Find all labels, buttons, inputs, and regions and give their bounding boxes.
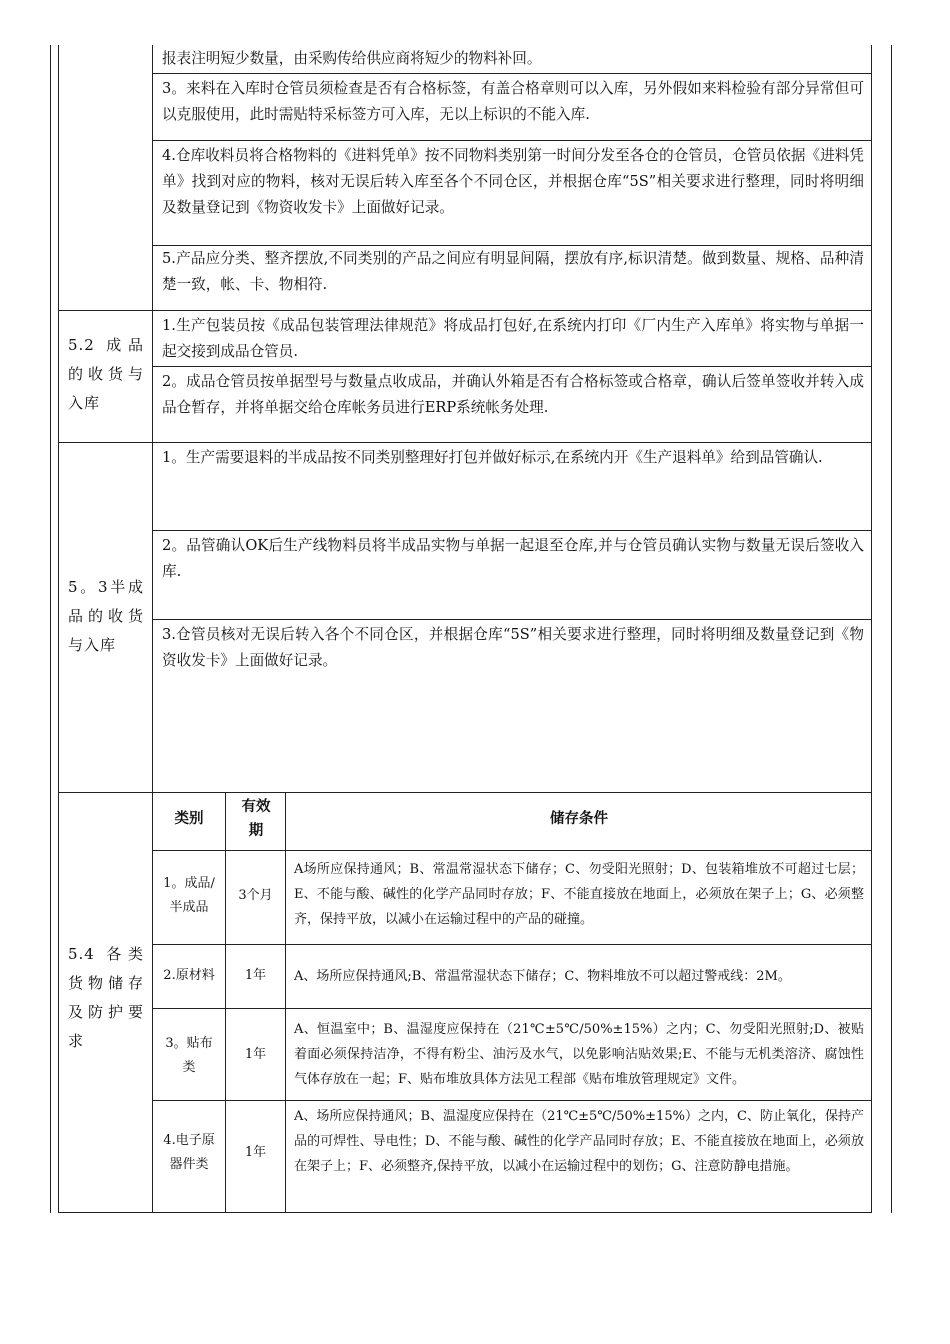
row-line xyxy=(152,850,872,851)
storage-category: 4.电子原器件类 xyxy=(163,1133,215,1172)
receiving-row-3: 3。来料在入库时仓管员须检查是否有合格标签，有盖合格章则可以入库，另外假如来料检验有部分异常但可以克服使用，此时需贴特采标签方可入库，无以上标识的不能入库. xyxy=(162,80,864,123)
storage-validity: 3个月 xyxy=(238,888,273,903)
section-line xyxy=(58,792,872,793)
row-line xyxy=(152,619,872,620)
header-conditions: 储存条件 xyxy=(550,811,608,827)
table-border-right-inner xyxy=(871,45,872,1213)
header-validity: 有效期 xyxy=(241,799,271,839)
storage-validity: 1年 xyxy=(244,968,267,983)
table-border-bottom xyxy=(58,1212,872,1213)
table-border-left xyxy=(50,45,51,1213)
storage-conditions: A、场所应保持通风；B、温湿度应保持在（21℃±5℃/50%±15%）之内，C、防止氧化，保持产品的可焊性、导电性；D、不能与酸、碱性的化学产品同时存放；E、不能直接放在地面上，必须放在架子上；F、必须整齐,保持平放，以减小在运输过程中的划伤；G、注意防静电措施。 xyxy=(294,1109,864,1174)
row-line xyxy=(152,1100,872,1101)
table-border-left-inner xyxy=(58,45,59,1213)
row-line xyxy=(152,140,872,141)
section-5-3-row-1: 1。生产需要退料的半成品按不同类别整理好打包并做好标示,在系统内开《生产退料单》给到品管确认. xyxy=(162,449,823,466)
column-divider xyxy=(152,45,153,1213)
row-line xyxy=(152,1008,872,1009)
storage-category: 1。成品/半成品 xyxy=(163,876,215,915)
section-5-3-row-3: 3.仓管员核对无误后转入各个不同仓区，并根据仓库“5S”相关要求进行整理，同时将明细及数量登记到《物资收发卡》上面做好记录。 xyxy=(162,626,864,669)
section-5-2-row-2: 2。成品仓管员按单据型号与数量点收成品，并确认外箱是否有合格标签或合格章，确认后签单签收并转入成品仓暂存，并将单据交给仓库帐务员进行ERP系统帐务处理. xyxy=(162,373,864,416)
storage-conditions: A、场所应保持通风;B、常温常湿状态下储存；C、物料堆放不可以超过警戒线：2M。 xyxy=(294,969,791,984)
storage-category: 2.原材料 xyxy=(163,968,215,983)
section-5-3-row-2: 2。品管确认OK后生产线物料员将半成品实物与单据一起退至仓库,并与仓管员确认实物与数量无误后签收入库. xyxy=(162,537,864,580)
receiving-row-5: 5.产品应分类、整齐摆放,不同类别的产品之间应有明显间隔，摆放有序,标识清楚。做到数量、规格、品种清楚一致，帐、卡、物相符. xyxy=(162,250,864,293)
section-5-3-label: 5。3半成品的收货与入库 xyxy=(68,578,144,654)
receiving-row-4: 4.仓库收料员将合格物料的《进料凭单》按不同物料类别第一时间分发至各仓的仓管员，仓管员依据《进料凭单》找到对应的物料，核对无误后转入库至各个不同仓区，并根据仓库“5S”相关要求进行整理，同时将明细及数量登记到《物资收发卡》上面做好记录。 xyxy=(162,147,864,216)
storage-col-divider-2 xyxy=(285,792,286,1213)
section-5-2-label: 5.2 成品的收货与入库 xyxy=(68,336,144,412)
section-5-4-label: 5.4 各类货物储存及防护要求 xyxy=(68,945,144,1050)
row-line xyxy=(152,530,872,531)
receiving-row-1: 报表注明短少数量，由采购传给供应商将短少的物料补回。 xyxy=(162,50,542,67)
table-border-right xyxy=(891,45,892,1213)
row-line xyxy=(152,73,872,74)
storage-conditions: A场所应保持通风；B、常温常湿状态下储存；C、勿受阳光照射；D、包装箱堆放不可超过七层；E、不能与酸、碱性的化学产品同时存放；F、不能直接放在地面上，必须放在架子上；G、必须整齐，保持平放，以减小在运输过程中的产品的碰撞。 xyxy=(294,862,864,927)
storage-category: 3。贴布类 xyxy=(165,1036,213,1075)
header-category: 类别 xyxy=(174,811,204,827)
row-line xyxy=(152,944,872,945)
section-5-2-row-1: 1.生产包装员按《成品包装管理法律规范》将成品打包好,在系统内打印《厂内生产入库单》将实物与单据一起交接到成品仓管员. xyxy=(162,317,864,360)
row-line xyxy=(152,366,872,367)
storage-validity: 1年 xyxy=(244,1047,267,1062)
section-line xyxy=(58,442,872,443)
storage-validity: 1年 xyxy=(244,1145,267,1160)
section-line xyxy=(58,310,872,311)
storage-conditions: A、恒温室中；B、温湿度应保持在（21℃±5℃/50%±15%）之内；C、勿受阳光照射;D、被贴着面必须保持洁净，不得有粉尘、油污及水气，以免影响沾贴效果;E、不能与无机类溶济、腐蚀性气体存放在一起；F、贴布堆放具体方法见工程部《贴布堆放管理规定》文件。 xyxy=(294,1022,864,1087)
